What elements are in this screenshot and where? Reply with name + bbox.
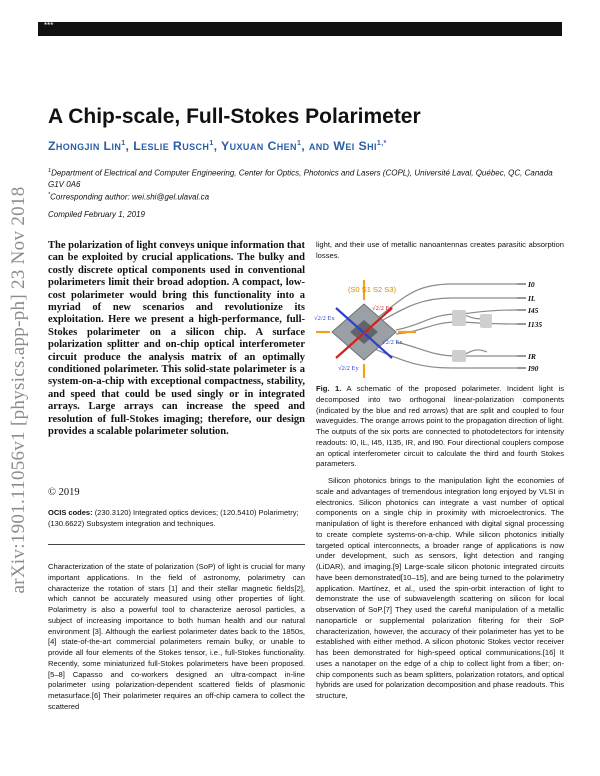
author-name: Leslie Rusch xyxy=(133,139,210,153)
affiliations: $^1$Department of Electrical and Computer Engineering, Center for Optics, Photonics and Lasers (COPL), Université Laval, Québec, QC, Canada G1V 0A6 *Corresponding author: wei.shi@gel.ulaval.ca xyxy=(48,168,553,202)
output-label: IL xyxy=(528,294,536,303)
intro-paragraph-left: Characterization of the state of polarization (SoP) of light is crucial for many important applications. In the field of astronomy, polarimetry can characterize the rotation of stars [1] and their stellar magnetic fields[2], which cannot be accurately measured using other properties of light. Polarimetry is also a powerful tool to characterize aerosol particles, a subject of increasing importance to both human health and our natural environment [3]. Although the earliest polarimeter dates back to the 1850s,[4] state-of-the-art commercial polarimeters remain bulky, or unable to provide all four elements of the Stokes tensor, i.e., full-Stokes functionality. Recently, some miniaturized full-Stokes polarimeters have been proposed.[5–8] Capasso and co-workers designed an ultra-compact in-line polarimeter using polarization-dependent scattered fields of plasmonic metasurface.[6] Their polarimeter requires an off-chip camera to collect the scattered xyxy=(48,562,305,711)
abstract: The polarization of light conveys unique information that can be exploited by crucial applications. The bulky and costly discrete optical components used in conventional polarimeters limit their broad adoption. A compact, low-cost polarimeter would bring this functionality into a myriad of new scenarios and revolutionize its exploitation. Here we present a high-performance, full-Stokes polarimeter on a silicon chip. A surface polarization splitter and on-chip optical interferometer circuit produce the analysis matrix of an optimally conditioned polarimeter. This solid-state polarimeter is a system-on-a-chip with exceptional compactness, stability, and speed that could be used singly or in integrated arrays. Large arrays can increase the speed and resolution of full-Stokes imaging; therefore, our design provides a scalable polarimeter solution. xyxy=(48,240,305,438)
journal-header-bar xyxy=(38,22,562,36)
stokes-vector-label: (S0 S1 S2 S3) xyxy=(348,285,396,294)
ey-top-label: √2/2 Ey xyxy=(372,305,393,312)
affiliation-line: Department of Electrical and Computer Engineering, Center for Optics, Photonics and Lasers (COPL), Université Laval, Québec, QC, Canada G1V 0A6 xyxy=(48,168,553,189)
figure-1-caption: Fig. 1. A schematic of the proposed polarimeter. Incident light is decomposed into two orthogonal linear-polarization components (indicated by the blue and red arrows) that are split and coupled to four waveguides. The orange arrows point to the propagation direction of light. The outputs of the six ports are connected to photodetectors for intensity readouts: I0, IL, I45, I135, IR, and I90. Four directional couplers compose an optical interferometer circuit to calculate the third and fourth Stokes parameters. xyxy=(316,384,564,469)
output-label: I90 xyxy=(528,364,539,373)
author-name: Wei Shi xyxy=(333,139,377,153)
output-label: I45 xyxy=(528,306,539,315)
polarimeter-diagram xyxy=(312,270,564,380)
ocis-codes: OCIS codes: (230.3120) Integrated optics devices; (120.5410) Polarimetry; (130.6622) Subsystem integration and techniques. xyxy=(48,508,299,528)
ey-label: √2/2 Ey xyxy=(338,365,359,372)
copyright: © 2019 xyxy=(48,487,80,498)
section-divider xyxy=(48,544,305,545)
header-marker: *** xyxy=(44,21,54,30)
paper-title: A Chip-scale, Full-Stokes Polarimeter xyxy=(48,105,421,128)
arxiv-side-identifier: arXiv:1901.11056v1 [physics.app-ph] 23 Nov 2018 xyxy=(8,186,29,594)
ex-right-label: √2/2 Ex xyxy=(382,339,403,346)
compiled-date: Compiled February 1, 2019 xyxy=(48,210,145,219)
figure-1-schematic xyxy=(312,270,564,380)
output-label: IR xyxy=(528,352,536,361)
intro-paragraph-continuation: light, and their use of metallic nanoantennas creates parasitic absorption losses. xyxy=(316,240,564,260)
author-list: Zhongjin Lin$^1$, Leslie Rusch$^1$, Yuxuan Chen$^1$, and Wei Shi$^{1,*}$ xyxy=(48,139,387,153)
ex-label: √2/2 Ex xyxy=(314,315,335,322)
author-name: Zhongjin Lin xyxy=(48,139,122,153)
intro-paragraph-right: Silicon photonics brings to the manipulation light the economies of scale and advantages of tremendous integration long enjoyed by VLSI in electronics. Silicon photonics can integrate a vast number of optical components on a single chip in proximity with microelectronics. The manipulation of light is therefore enhanced with digital signal processing to create complete systems-on-a-chip. While silicon photonics initially targeted optical interconnects, a broader range of applications is now under development, such as sensors, light detection and ranging (LiDAR), and imaging.[9] Large-scale silicon photonic integrated circuits have been demonstrated[10–15], and are being turned to the polarimetry application. Martínez, et al., used the spin-orbit interaction of light to demonstrate the use of subwavelength scattering on silicon for local observation of SoP.[7] They used the careful manipulation of a metallic nanoparticle or supplemental polarization filtering for their SoP characterization, however, the accuracy of their polarimeter has yet to be established with either method. A silicon photonic Stokes vector receiver has been demonstrated for high-speed optical communications.[16] It uses a nanotaper on the edge of a chip to collect light from a fiber; on-chip components such as beam splitters, polarization rotators, and optical hybrids are used for polarization decomposition and phase readouts. This structure, xyxy=(316,476,564,700)
corresponding-author[interactable]: Corresponding author: wei.shi@gel.ulaval.ca xyxy=(50,192,210,202)
author-name: Yuxuan Chen xyxy=(221,139,297,153)
output-label: I135 xyxy=(528,320,543,329)
output-label: I0 xyxy=(528,280,535,289)
